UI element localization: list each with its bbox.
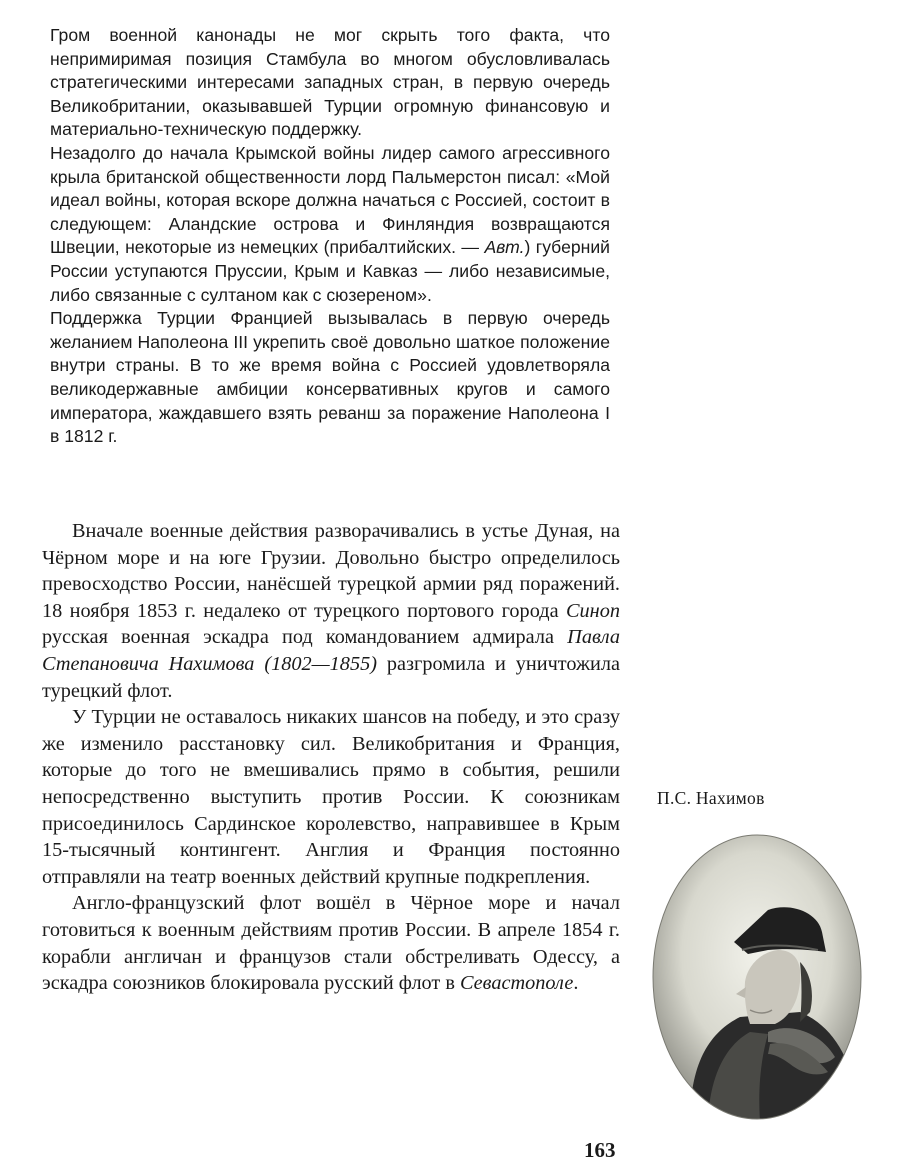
nakhimov-portrait xyxy=(650,832,864,1122)
palmerston-quote-start: Незадолго до начала Крымской войны лидер самого агрессивного крыла британской общественности лорд Пальмерстон писал: «Мой идеал войны, которая вскоре должна начаться с Россией, состоит в следующем: Аландские острова и Финляндия возвращаются Швеции, некоторые из немецких (прибалтийских. — xyxy=(50,142,610,258)
term-sevastopol: Севастополе xyxy=(460,972,574,995)
sidebar-paragraph-1: Гром военной канонады не мог скрыть того факта, что непримиримая позиция Стамбула во многом обусловливалась стратегическими интересами западных стран, в первую очередь Великобритании, оказывавшей Турции огромную финансовую и материально-техническую поддержку. xyxy=(50,25,610,140)
sidebar-text-box xyxy=(50,24,610,449)
text-run: Англо-французский флот вошёл в Чёрное море и начал готовиться к военным действиям против России. В апреле 1854 г. корабли англичан и французов стали обстреливать Одессу, а эскадра союзников блокировала русский флот в xyxy=(42,892,620,995)
main-text xyxy=(42,518,620,997)
page-number: 163 xyxy=(584,1138,616,1162)
sidebar-paragraph-2 xyxy=(50,142,610,307)
main-paragraph-3 xyxy=(42,890,620,996)
sidebar-paragraph-3: Поддержка Турции Францией вызывалась в первую очередь желанием Наполеона III укрепить своё довольно шаткое положение внутри страны. В то же время война с Россией удовлетворяла великодержавные амбиции консервативных кругов и самого императора, жаждавшего взять реванш за поражение Наполеона I в 1812 г. xyxy=(50,308,610,447)
main-paragraph-2: У Турции не оставалось никаких шансов на победу, и это сразу же изменило расстановку сил. Великобритания и Франция, которые до того не вмешивались прямо в события, решили непосредственно выступить против России. К союзникам присоединилось Сардинское королевство, направившее в Крым 15-тысячный контингент. Англия и Франция постоянно отправляли на театр военных действий крупные подкрепления. xyxy=(42,706,620,888)
portrait-caption: П.С. Нахимов xyxy=(657,788,765,808)
main-paragraph-1 xyxy=(42,518,620,704)
text-run: Вначале военные действия разворачивались в устье Дуная, на Чёрном море и на юге Грузии. Довольно быстро определилось превосходство России, нанёсшей турецкой армии ряд поражений. 18 ноября 1853 г. недалеко от турецкого портового города xyxy=(42,520,620,622)
text-run: русская военная эскадра под командованием адмирала xyxy=(42,626,568,649)
text-run: . xyxy=(573,972,579,995)
text-run: разгромила и уничтожила турецкий флот. xyxy=(42,652,620,702)
term-sinop: Синоп xyxy=(565,599,620,622)
palmerston-quote-end: ) губерний России уступаются Пруссии, Крым и Кавказ — либо независимые, либо связанные с султаном как с сюзереном». xyxy=(50,237,611,305)
term-admiral-name: Павла Степановича Нахимова (1802—1855) xyxy=(42,626,620,675)
author-abbreviation: Авт. xyxy=(484,237,525,258)
